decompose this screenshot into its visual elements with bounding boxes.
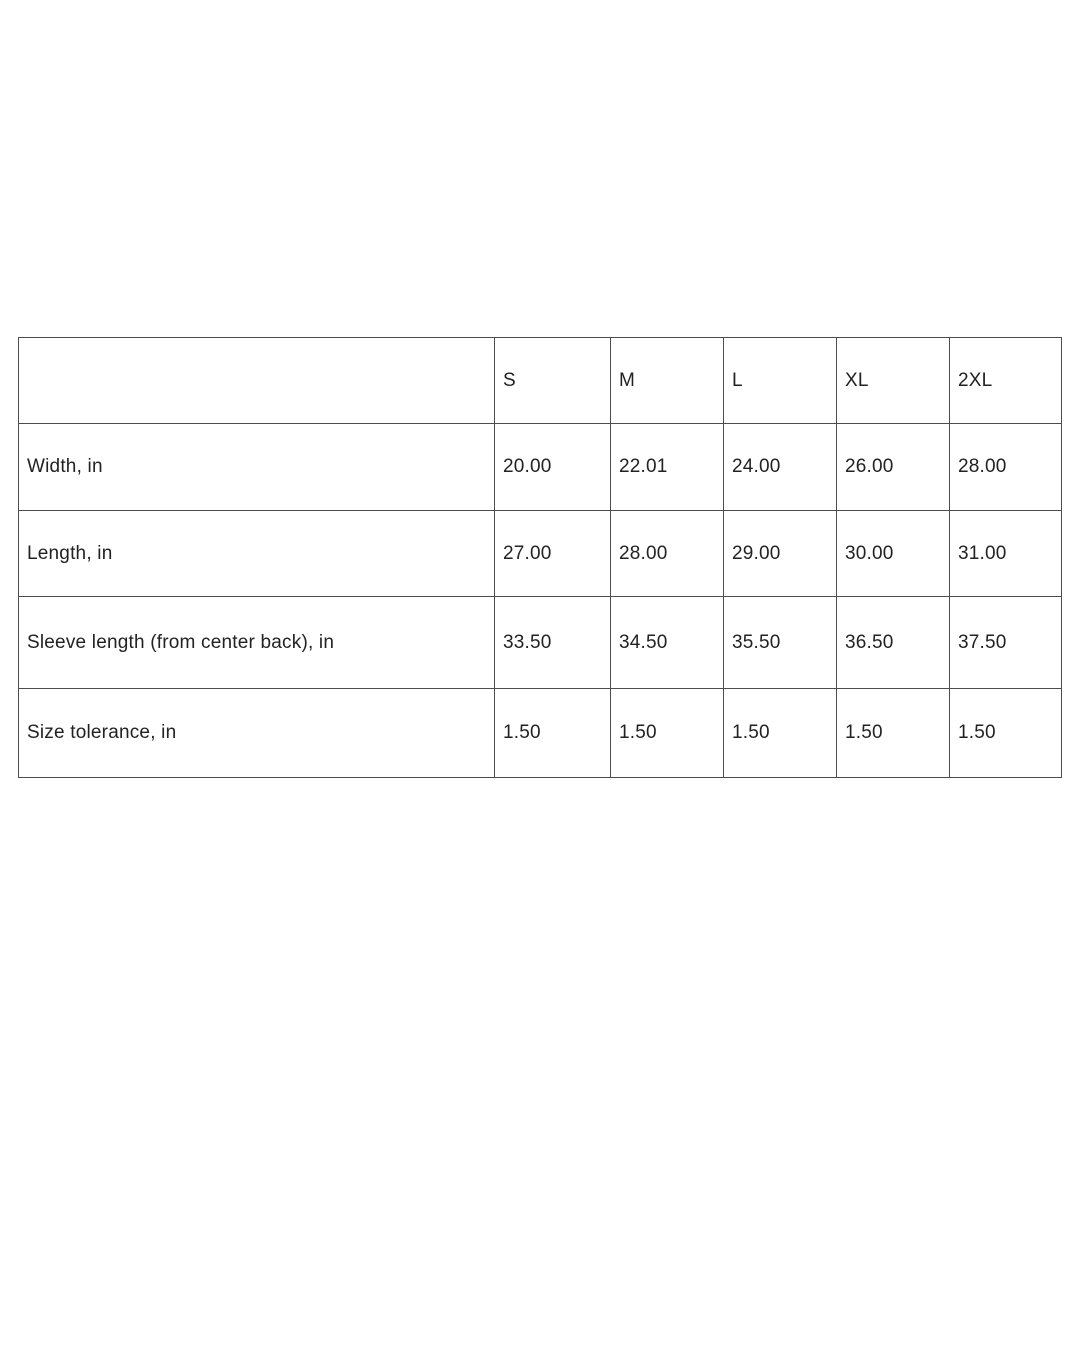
corner-cell <box>19 338 495 424</box>
cell-value: 27.00 <box>495 511 611 597</box>
cell-value: 36.50 <box>837 597 950 689</box>
table-row-size-tolerance <box>19 689 1062 778</box>
row-label: Width, in <box>19 424 495 511</box>
table-row-length <box>19 511 1062 597</box>
cell-value: 24.00 <box>724 424 837 511</box>
row-label: Size tolerance, in <box>19 689 495 778</box>
cell-value: 1.50 <box>611 689 724 778</box>
cell-value: 26.00 <box>837 424 950 511</box>
row-label: Sleeve length (from center back), in <box>19 597 495 689</box>
cell-value: 28.00 <box>611 511 724 597</box>
cell-value: 29.00 <box>724 511 837 597</box>
cell-value: 20.00 <box>495 424 611 511</box>
column-header-s: S <box>495 338 611 424</box>
cell-value: 33.50 <box>495 597 611 689</box>
row-label: Length, in <box>19 511 495 597</box>
cell-value: 35.50 <box>724 597 837 689</box>
table-header-row <box>19 338 1062 424</box>
cell-value: 1.50 <box>495 689 611 778</box>
cell-value: 34.50 <box>611 597 724 689</box>
column-header-l: L <box>724 338 837 424</box>
cell-value: 1.50 <box>837 689 950 778</box>
column-header-xl: XL <box>837 338 950 424</box>
table-row-sleeve-length <box>19 597 1062 689</box>
cell-value: 1.50 <box>724 689 837 778</box>
table-row-width <box>19 424 1062 511</box>
cell-value: 31.00 <box>950 511 1062 597</box>
cell-value: 22.01 <box>611 424 724 511</box>
column-header-2xl: 2XL <box>950 338 1062 424</box>
cell-value: 30.00 <box>837 511 950 597</box>
cell-value: 37.50 <box>950 597 1062 689</box>
size-chart-table <box>18 337 1062 778</box>
cell-value: 28.00 <box>950 424 1062 511</box>
size-chart-container <box>18 337 1062 778</box>
column-header-m: M <box>611 338 724 424</box>
cell-value: 1.50 <box>950 689 1062 778</box>
